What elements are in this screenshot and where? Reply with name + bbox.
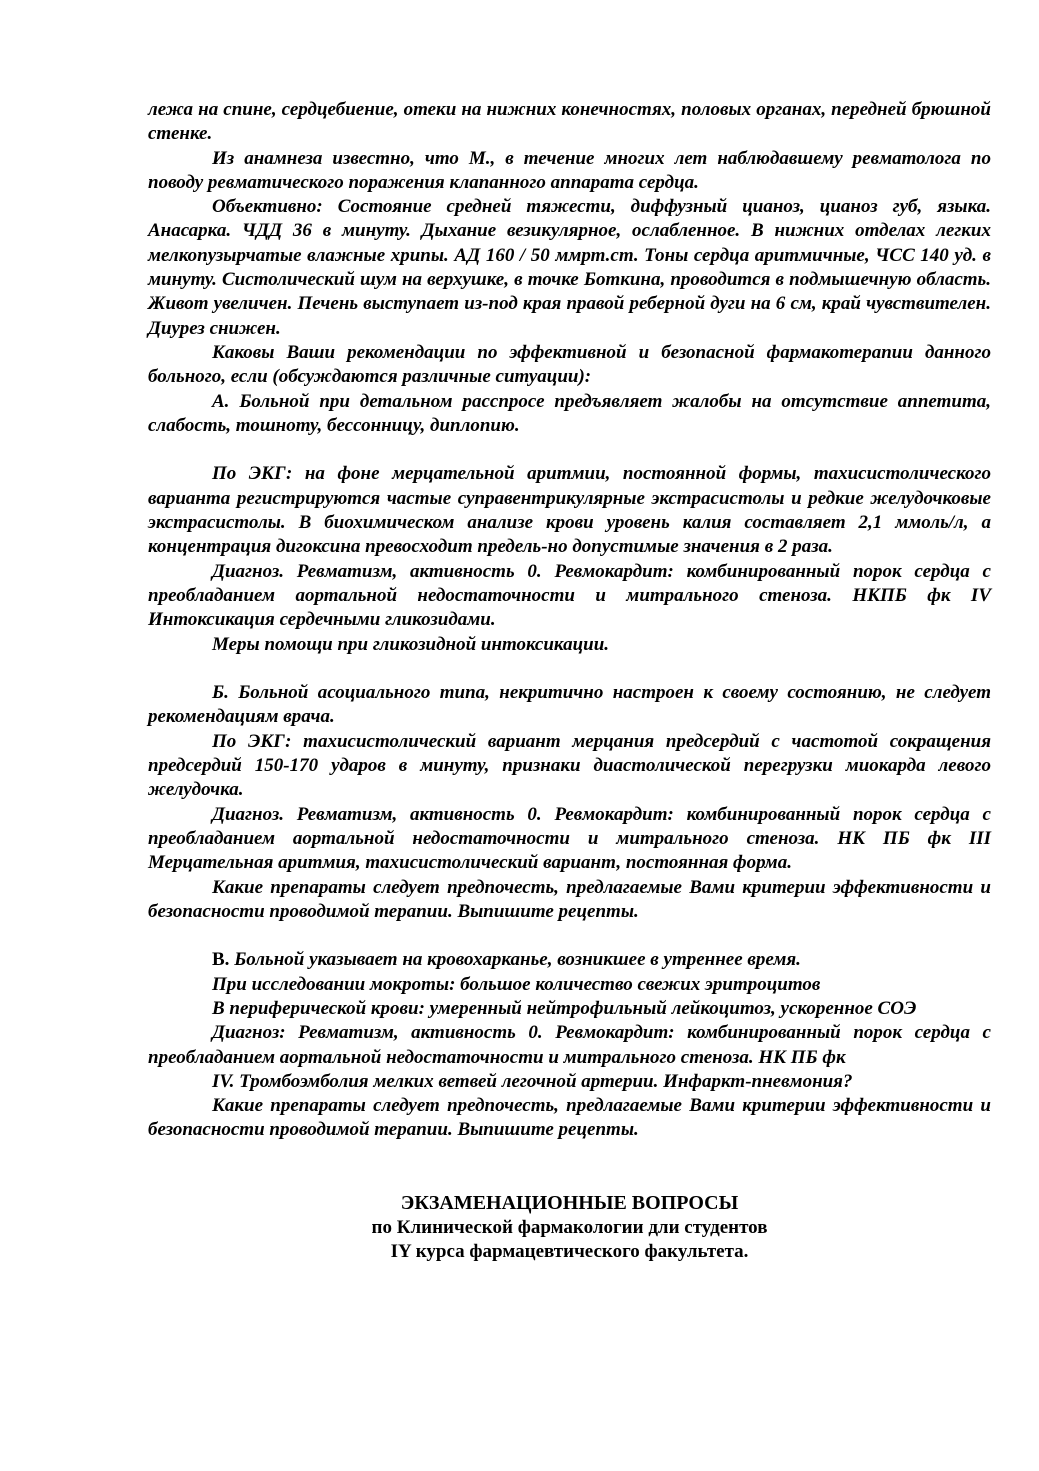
exam-questions-course: IY курса фармацевтического факультета. [390, 1241, 749, 1263]
spacer [148, 657, 991, 681]
paragraph-situation-a: А. Больной при детальном расспросе предъявляет жалобы на отсутствие аппетита, слабость, тошноту, бессонницу, диплопию. [148, 390, 991, 436]
paragraph-anamnesis: Из анамнеза известно, что М., в течение многих лет наблюдавшему ревматолога по поводу ревматического поражения клапанного аппарата сердца. [148, 147, 991, 193]
situation-c-text: Больной указывает на кровохарканье, возникшее в утреннее время. [229, 949, 801, 971]
paragraph-situation-b: Б. Больной асоциального типа, некритично настроен к своему состоянию, не следует рекомендациям врача. [148, 682, 991, 728]
paragraph-diagnosis-c: Диагноз: Ревматизм, активность 0. Ревмокардит: комбинированный порок сердца с преобладанием аортальной недостаточности и митрального стеноза. НК ПБ фк [148, 1022, 991, 1068]
exam-questions-title: ЭКЗАМЕНАЦИОННЫЕ ВОПРОСЫ [400, 1192, 739, 1215]
paragraph-question-c: Какие препараты следует предпочесть, предлагаемые Вами критерии эффективности и безопасности проводимой терапии. Выпишите рецепты. [148, 1095, 991, 1141]
paragraph-complaints-continued: лежа на спине, сердцебиение, отеки на нижних конечностях, половых органах, передней брюшной стенке. [148, 99, 991, 145]
situation-c-letter: В. [212, 949, 230, 971]
paragraph-blood-c: В периферической крови: умеренный нейтрофильный лейкоцитоз, ускоренное СОЭ [212, 997, 917, 1019]
spacer [148, 924, 991, 948]
paragraph-diagnosis-a: Диагноз. Ревматизм, активность 0. Ревмокардит: комбинированный порок сердца с преобладанием аортальной недостаточности и митрального стеноза. НКПБ фк IV Интоксикация сердечными гликозидами. [148, 560, 991, 631]
document-page [148, 98, 991, 1264]
paragraph-ecg-a: По ЭКГ: на фоне мерцательной аритмии, постоянной формы, тахисистолического варианта регистрируются частые суправентрикулярные экстрасистолы и редкие желудочковые экстрасистолы. В биохимическом анализе крови уровень калия составляет 2,1 ммоль/л, а концентрация дигоксина превосходит предель-но допустимые значения в 2 раза. [148, 463, 991, 558]
paragraph-recommendations-question: Каковы Ваши рекомендации по эффективной и безопасной фармакотерапии данного больного, если (обсуждаются различные ситуации): [148, 341, 991, 388]
exam-questions-subtitle: по Клинической фармакологии дли студентов [371, 1217, 768, 1239]
spacer [148, 438, 991, 462]
paragraph-diagnosis-c-cont: IV. Тромбоэмболия мелких ветвей легочной артерии. Инфаркт-пневмония? [212, 1070, 853, 1092]
paragraph-objective-exam: Объективно: Состояние средней тяжести, диффузный цианоз, цианоз губ, языка. Анасарка. ЧДД 36 в минуту. Дыхание везикулярное, ослабленное. В нижних отделах легких мелкопузырчатые влажные хрипы. АД 160 / 50 ммрт.ст. Тоны сердца аритмичные, ЧСС 140 уд. в минуту. Систолический шум на верхушке, в точке Боткина, проводится в подмышечную область. Живот увеличен. Печень выступает из-под края правой реберной дуги на 6 см, край чувствителен. Диурез снижен. [148, 196, 991, 339]
paragraph-ecg-b: По ЭКГ: тахисистолический вариант мерцания предсердий с частотой сокращения предсердий 150-170 ударов в минуту, признаки диастолической перегрузки миокарда левого желудочка. [148, 730, 991, 801]
spacer [148, 1143, 991, 1167]
paragraph-measures-a: Меры помощи при гликозидной интоксикации. [212, 633, 610, 655]
paragraph-diagnosis-b: Диагноз. Ревматизм, активность 0. Ревмокардит: комбинированный порок сердца с преобладанием аортальной недостаточности и митрального стеноза. НК ПБ фк III Мерцательная аритмия, тахисистолический вариант, постоянная форма. [148, 803, 991, 874]
paragraph-situation-c [148, 948, 991, 972]
paragraph-sputum-c: При исследовании мокроты: большое количество свежих эритроцитов [212, 973, 821, 995]
paragraph-question-b: Какие препараты следует предпочесть, предлагаемые Вами критерии эффективности и безопасности проводимой терапии. Выпишите рецепты. [148, 876, 991, 922]
spacer [148, 1167, 991, 1191]
